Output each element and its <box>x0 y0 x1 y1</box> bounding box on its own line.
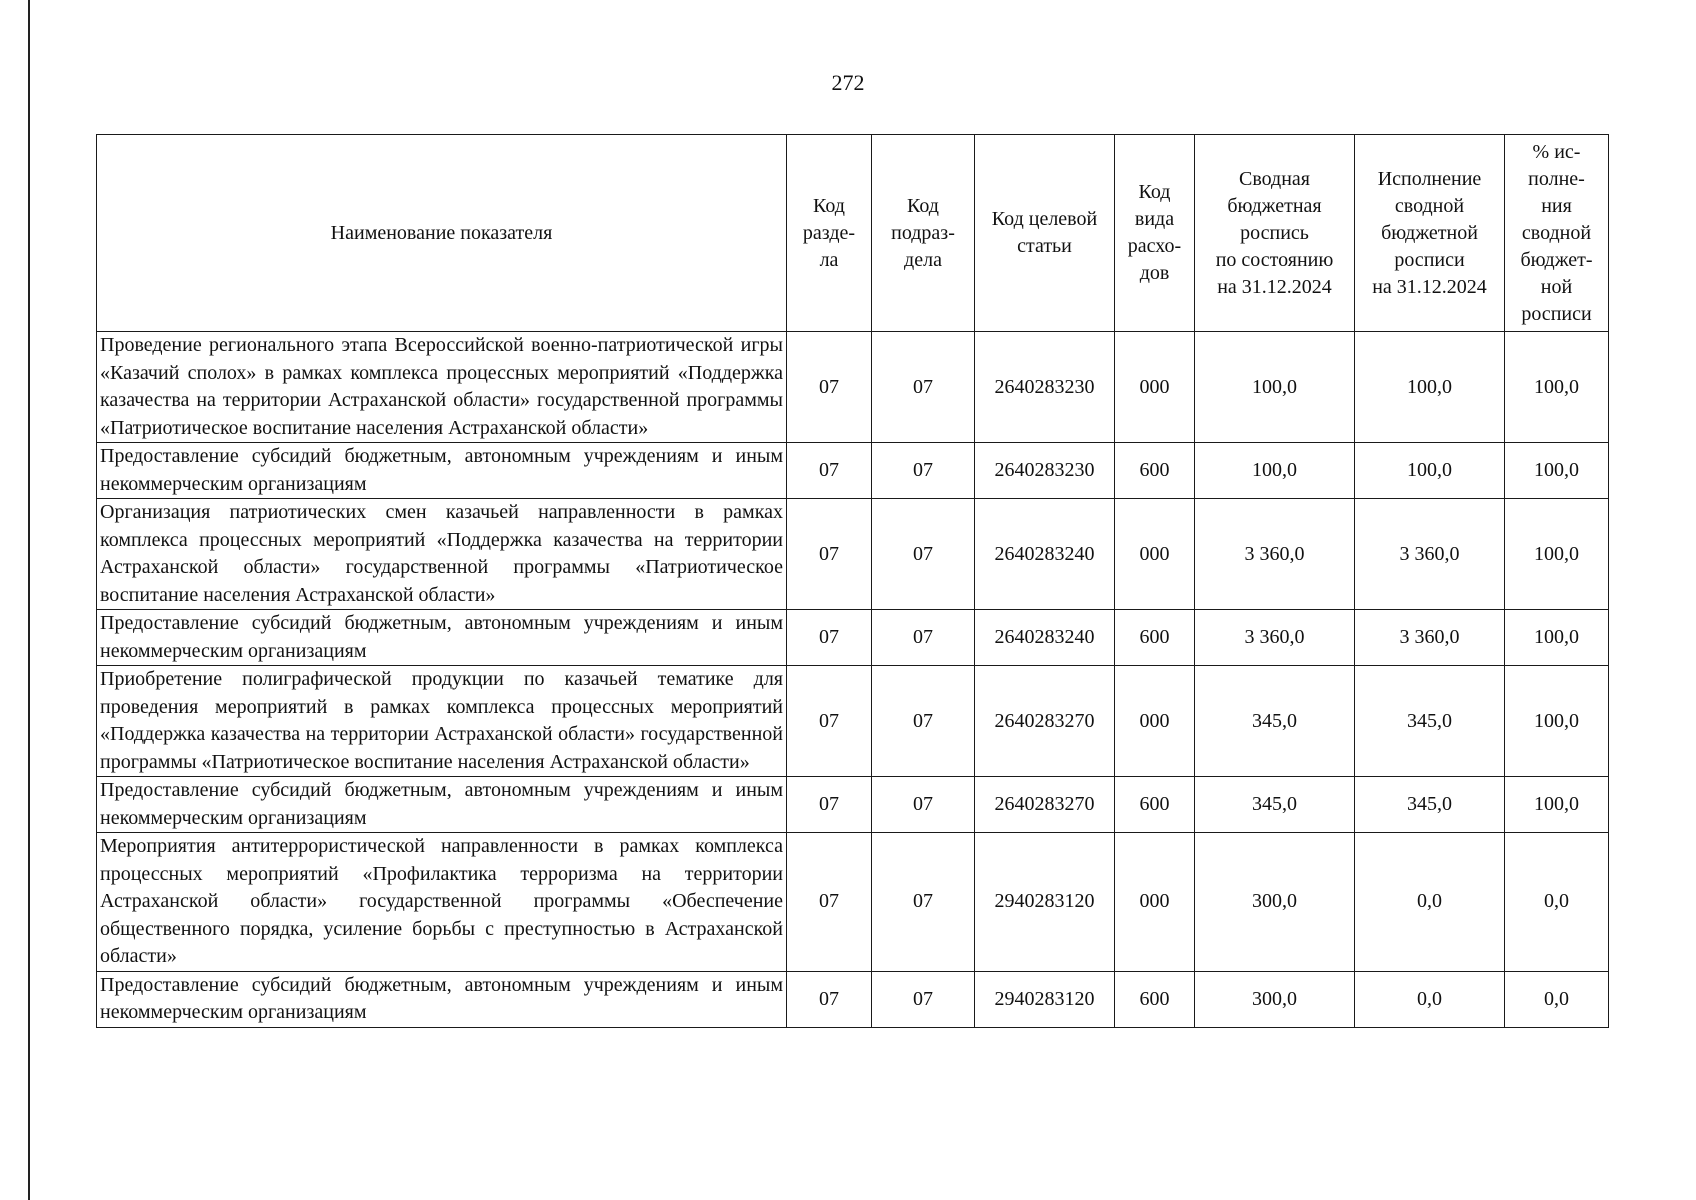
header-line: ла <box>819 248 839 271</box>
row-name: Предоставление субсидий бюджетным, автономным учреждениям и иным некоммерческим организациям <box>97 777 787 833</box>
row-percent: 100,0 <box>1505 499 1609 610</box>
row-name: Проведение регионального этапа Всероссийской военно-патриотической игры «Казачий сполох» в рамках комплекса процессных мероприятий «Поддержка казачества на территории Астраханской области» государственной программы «Патриотическое воспитание населения Астраханской области» <box>97 332 787 443</box>
row-expense: 600 <box>1115 610 1195 666</box>
header-line: сводной <box>1521 221 1592 244</box>
row-target: 2640283230 <box>975 443 1115 499</box>
row-expense: 000 <box>1115 332 1195 443</box>
header-line: подраз- <box>891 221 955 244</box>
row-execution: 0,0 <box>1355 833 1505 972</box>
header-execution <box>1355 135 1505 332</box>
row-section: 07 <box>787 666 872 777</box>
header-section <box>787 135 872 332</box>
header-expense <box>1115 135 1195 332</box>
header-line: бюджетной <box>1381 221 1478 244</box>
row-plan: 300,0 <box>1195 833 1355 972</box>
row-target: 2640283240 <box>975 610 1115 666</box>
row-percent: 100,0 <box>1505 610 1609 666</box>
row-expense: 600 <box>1115 777 1195 833</box>
header-line: Код целевой <box>991 208 1098 230</box>
row-name: Предоставление субсидий бюджетным, автономным учреждениям и иным некоммерческим организациям <box>97 971 787 1027</box>
table-row <box>97 443 1609 499</box>
row-section: 07 <box>787 833 872 972</box>
header-line: по состоянию <box>1215 248 1334 271</box>
row-subsection: 07 <box>872 332 975 443</box>
table-header-row <box>97 135 1609 332</box>
row-percent: 100,0 <box>1505 777 1609 833</box>
row-subsection: 07 <box>872 666 975 777</box>
row-subsection: 07 <box>872 443 975 499</box>
row-expense: 000 <box>1115 833 1195 972</box>
header-line: Сводная <box>1238 167 1311 190</box>
row-execution: 345,0 <box>1355 666 1505 777</box>
budget-table <box>96 134 1609 1028</box>
table-row <box>97 777 1609 833</box>
header-line: росписи <box>1394 248 1465 271</box>
row-expense: 000 <box>1115 499 1195 610</box>
page-margin-line <box>28 0 30 1200</box>
header-line: разде- <box>802 221 856 244</box>
row-plan: 345,0 <box>1195 777 1355 833</box>
row-percent: 100,0 <box>1505 666 1609 777</box>
header-subsection <box>872 135 975 332</box>
row-target: 2940283120 <box>975 971 1115 1027</box>
row-name: Организация патриотических смен казачьей направленности в рамках комплекса процессных мероприятий «Поддержка казачества на территории Астраханской области» государственной программы «Патриотическое воспитание населения Астраханской области» <box>97 499 787 610</box>
row-target: 2640283270 <box>975 777 1115 833</box>
row-plan: 3 360,0 <box>1195 499 1355 610</box>
row-percent: 0,0 <box>1505 833 1609 972</box>
header-line: статьи <box>1017 235 1072 257</box>
row-name: Приобретение полиграфической продукции по казачьей тематике для проведения мероприятий в рамках комплекса процессных мероприятий «Поддержка казачества на территории Астраханской области» государственной программы «Патриотическое воспитание населения Астраханской области» <box>97 666 787 777</box>
header-line: ния <box>1541 194 1572 217</box>
row-plan: 100,0 <box>1195 443 1355 499</box>
row-percent: 0,0 <box>1505 971 1609 1027</box>
header-line: дов <box>1139 262 1170 284</box>
row-section: 07 <box>787 971 872 1027</box>
header-percent <box>1505 135 1609 332</box>
header-line: Код <box>907 194 939 217</box>
row-plan: 3 360,0 <box>1195 610 1355 666</box>
row-name: Предоставление субсидий бюджетным, автономным учреждениям и иным некоммерческим организациям <box>97 443 787 499</box>
row-name: Предоставление субсидий бюджетным, автономным учреждениям и иным некоммерческим организациям <box>97 610 787 666</box>
header-line: росписи <box>1521 302 1592 325</box>
row-plan: 300,0 <box>1195 971 1355 1027</box>
row-execution: 0,0 <box>1355 971 1505 1027</box>
table-row <box>97 610 1609 666</box>
header-line: дела <box>904 248 942 271</box>
header-line: на 31.12.2024 <box>1217 275 1332 298</box>
table-row <box>97 666 1609 777</box>
page-number: 272 <box>831 70 865 95</box>
row-section: 07 <box>787 443 872 499</box>
row-target: 2640283230 <box>975 332 1115 443</box>
header-line: полне- <box>1528 167 1585 190</box>
header-line: вида <box>1134 208 1175 230</box>
header-line: Код <box>813 194 845 217</box>
row-subsection: 07 <box>872 610 975 666</box>
row-section: 07 <box>787 777 872 833</box>
header-line: сводной <box>1394 194 1465 217</box>
header-line: роспись <box>1240 221 1309 244</box>
header-line: расхо- <box>1127 235 1182 257</box>
row-target: 2940283120 <box>975 833 1115 972</box>
row-name: Мероприятия антитеррористической направленности в рамках комплекса процессных мероприятий «Профилактика терроризма на территории Астраханской области» государственной программы «Обеспечение общественного порядка, усиление борьбы с преступностью в Астраханской области» <box>97 833 787 972</box>
header-line: бюджет- <box>1520 248 1593 271</box>
row-target: 2640283240 <box>975 499 1115 610</box>
row-execution: 345,0 <box>1355 777 1505 833</box>
header-line: Код <box>1138 181 1171 203</box>
table-row <box>97 499 1609 610</box>
row-section: 07 <box>787 610 872 666</box>
header-line: бюджетная <box>1227 194 1322 217</box>
header-target <box>975 135 1115 332</box>
row-subsection: 07 <box>872 499 975 610</box>
row-section: 07 <box>787 332 872 443</box>
row-execution: 100,0 <box>1355 443 1505 499</box>
header-name: Наименование показателя <box>97 135 787 332</box>
header-plan <box>1195 135 1355 332</box>
row-expense: 600 <box>1115 443 1195 499</box>
table-row <box>97 971 1609 1027</box>
row-target: 2640283270 <box>975 666 1115 777</box>
row-percent: 100,0 <box>1505 332 1609 443</box>
table-row <box>97 833 1609 972</box>
row-plan: 100,0 <box>1195 332 1355 443</box>
header-line: Исполнение <box>1377 167 1482 190</box>
row-execution: 3 360,0 <box>1355 610 1505 666</box>
row-subsection: 07 <box>872 833 975 972</box>
row-expense: 600 <box>1115 971 1195 1027</box>
row-plan: 345,0 <box>1195 666 1355 777</box>
row-subsection: 07 <box>872 971 975 1027</box>
row-section: 07 <box>787 499 872 610</box>
row-expense: 000 <box>1115 666 1195 777</box>
header-line: % ис- <box>1532 140 1581 163</box>
row-execution: 100,0 <box>1355 332 1505 443</box>
row-subsection: 07 <box>872 777 975 833</box>
table-row <box>97 332 1609 443</box>
header-line: ной <box>1540 275 1573 298</box>
header-line: на 31.12.2024 <box>1372 275 1487 298</box>
row-execution: 3 360,0 <box>1355 499 1505 610</box>
row-percent: 100,0 <box>1505 443 1609 499</box>
